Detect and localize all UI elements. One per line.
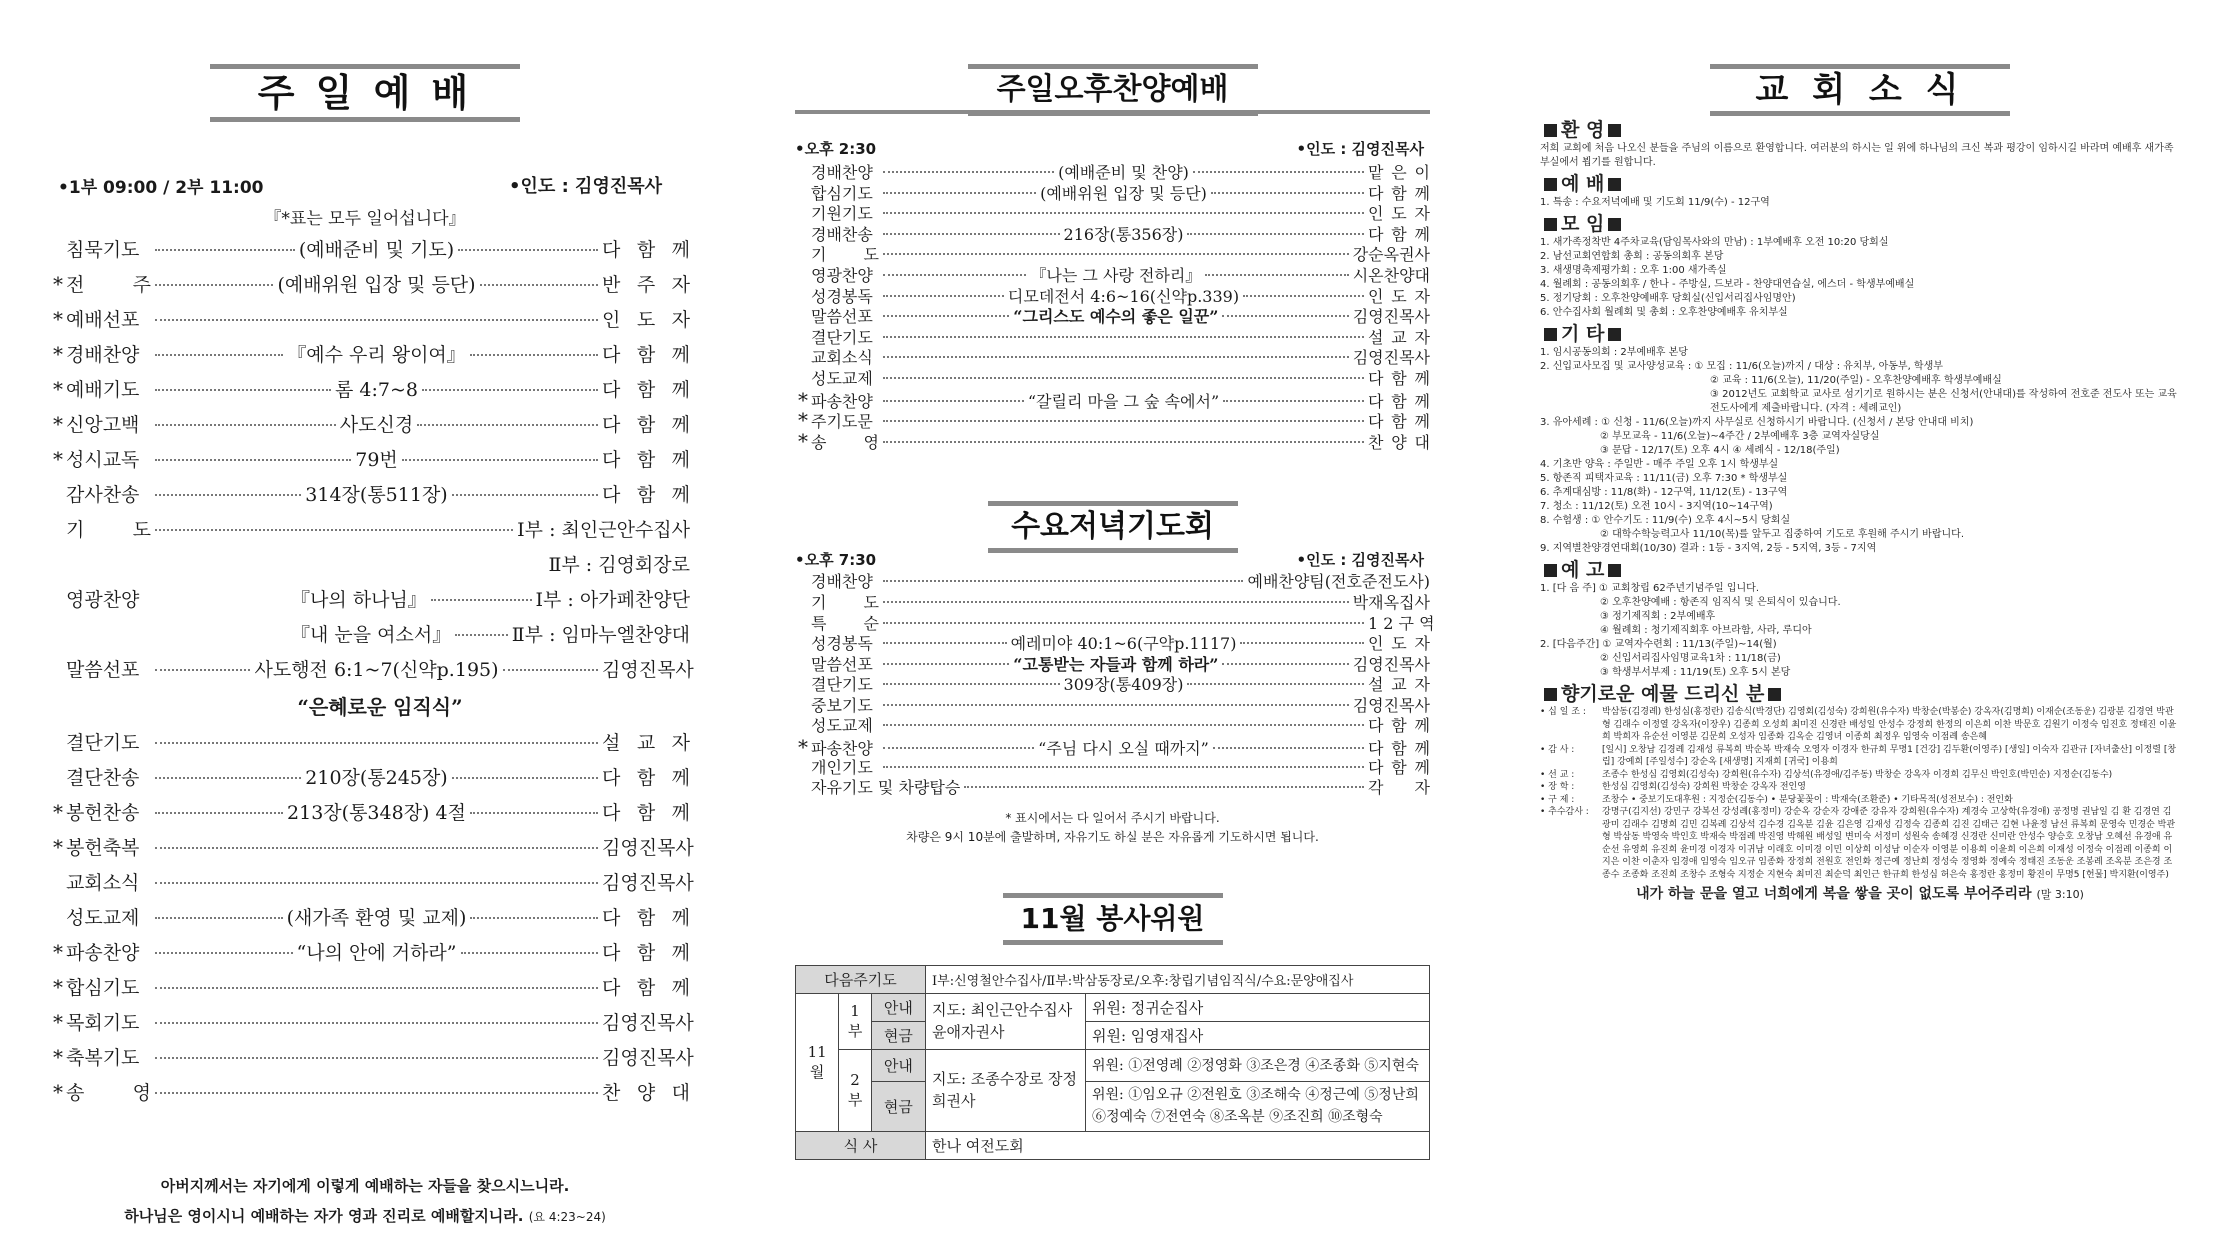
part2-cell: 2부 — [839, 1049, 872, 1131]
wednesday-title: 수요저녁기도회 — [1011, 509, 1214, 545]
bus-note: 차량은 9시 10분에 출발하며, 자유기도 하실 분은 자유롭게 기도하시면 됩니다. — [906, 829, 1319, 844]
order-row: 합심기도 (예배위원 입장 및 등단) 다 함 께 — [811, 183, 1431, 203]
afternoon-order — [795, 163, 1430, 451]
order-row: 성도교제 다 함 께 — [811, 368, 1430, 388]
p2-cash-members: 위원: ①임오규 ②전원호 ③조해숙 ④정근예 ⑤정난희 ⑥정예숙 ⑦전연숙 ⑧조옥분 ⑨조진희 ⑩조형숙 — [1086, 1081, 1430, 1131]
order-row: 교회소식 김영진목사 — [66, 872, 694, 894]
order-row: * 파송찬양 “갈릴리 마을 그 숲 속에서” 다 함 께 — [798, 387, 1431, 412]
afternoon-and-wednesday-column — [795, 0, 1435, 1160]
p2-guide-members: 위원: ①전영례 ②정영화 ③조은경 ④조종화 ⑤지현숙 — [1086, 1049, 1430, 1081]
cash-label-2: 현금 — [871, 1081, 925, 1131]
standing-note: * 표시에서는 다 일어서 주시기 바랍니다. — [1005, 810, 1220, 825]
afternoon-title: 주일오후찬양예배 — [996, 72, 1229, 107]
order-row: 결단기도 309장(통409장) 설 교 자 — [811, 675, 1430, 695]
afternoon-leader: • 인도 : 김영진목사 — [1297, 138, 1424, 159]
list-item: ③ 문답 - 12/17(토) 오후 4시 ④ 세례식 - 12/18(주일) — [1600, 445, 1840, 456]
offering-item: • 감 사 : [일시] 오창남 김경례 김재성 류복희 박순복 박재숙 오영자 이경자 한규희 무명1 [건강] 김두환(이영주) [생일] 이숙자 김관규 [자녀출산] 이정렬 [창립] 강예희 [주일성수] 강순옥 [새생명] 지재희 [귀국] 이용희 — [1540, 744, 2177, 767]
volunteers-title-box — [1003, 893, 1223, 945]
list-item: 3. 새생명축제평가회 : 오후 1:00 새가족실 — [1540, 265, 1727, 276]
order-row: * 성시교독 79번 다 함 께 — [53, 447, 690, 471]
guide-label: 안내 — [871, 993, 925, 1021]
order-row: * 합심기도 다 함 께 — [53, 975, 690, 999]
verse-ref: (말 3:10) — [2036, 888, 2084, 901]
list-item: ② 대학수학능력고사 11/10(목)를 앞두고 집중하여 기도로 후원해 주시기 바랍니다. — [1600, 529, 1964, 540]
part1-cell: 1부 — [839, 993, 872, 1049]
order-row: 개인기도 다 함 께 — [811, 757, 1430, 777]
church-news-title: 교 회 소 식 — [1755, 70, 1965, 110]
list-item: 2. [다음주간] ① 교역자수련회 : 11/13(주일)~14(월) — [1540, 639, 1777, 650]
list-item: ③ 학생부서부제 : 11/19(토) 오후 5시 본당 — [1600, 667, 1791, 678]
wednesday-notes — [795, 809, 1430, 847]
list-item: 5. 항존직 피택자교육 : 11/11(금) 오후 7:30 * 학생부실 — [1540, 473, 1788, 484]
order-row: * 봉헌찬송 213장(통348장) 4절 다 함 께 — [53, 800, 690, 824]
month-cell: 11월 — [796, 993, 839, 1131]
order-row: * 신앙고백 사도신경 다 함 께 — [53, 412, 691, 436]
offering-item: • 장 학 : 한성심 김영회(김성숙) 강희원 박창순 강옥자 전인영 — [1540, 782, 1806, 792]
sermon-title: “은혜로운 임직식” — [297, 695, 463, 719]
order-row: 말씀선포 “고통받는 자들과 함께 하라” 김영진목사 — [811, 654, 1431, 674]
offering-item: • 구 제 : 조창수 • 중보기도대후원 : 지정순(김동수) • 분당꽃꽂이 : 박재숙(조환준) • 기타목적(성전보수) : 전인화 — [1540, 794, 2013, 805]
order-row: 중보기도 김영진목사 — [811, 695, 1430, 715]
order-row: 기 도 강순옥권사 — [811, 245, 1430, 265]
order-row: 교회소식 김영진목사 — [811, 348, 1430, 368]
list-item: 9. 지역별찬양경연대회(10/30) 결과 : 1등 - 3지역, 2등 - 5지역, 3등 - 7지역 — [1540, 543, 1877, 554]
offering-list — [1540, 706, 2180, 881]
order-row: * 송 영 찬 양 대 — [53, 1080, 690, 1104]
order-row: * 봉헌축복 김영진목사 — [53, 835, 694, 859]
list-item: ③ 2012년도 교회학교 교사로 섬기기로 원하시는 분은 신청서(안내대)를 작성하여 전호준 전도사 또는 교육전도사에게 제출바랍니다. (자격 : 세례교인) — [1710, 389, 2177, 414]
preview-heading: 예 고 — [1540, 558, 2180, 582]
order-row: * 파송찬양 “주님 다시 오실 때까지” 다 함 께 — [798, 735, 1431, 760]
list-item: 8. 수험생 : ① 안수기도 : 11/9(수) 오후 4시~5시 당회실 — [1540, 515, 1791, 526]
malachi-verse: 내가 하늘 문을 열고 너희에게 복을 쌓을 곳이 없도록 부어주리라 (말 3:10) — [1636, 886, 2084, 902]
sunday-worship-header — [40, 172, 690, 198]
standing-note: 『*표는 모두 일어섭니다』 — [264, 209, 466, 229]
order-row: 감사찬송 314장(통511장) 다 함 께 — [66, 484, 691, 506]
church-news-column — [1540, 0, 2180, 902]
service-time: • 1부 09:00 / 2부 11:00 — [58, 173, 264, 198]
next-prayer-value: Ⅰ부:신영철안수집사/Ⅱ부:박삼동장로/오후:창립기념임직식/수요:문양애집사 — [926, 965, 1430, 993]
afternoon-time: • 오후 2:30 — [795, 138, 876, 159]
order-row: 자유기도 및 차량탑승 각 자 — [811, 778, 1430, 798]
offering-heading: 향기로운 예물 드리신 분 — [1540, 682, 2180, 706]
order-row: 성경봉독 디모데전서 4:6~16(신약p.339) 인 도 자 — [811, 286, 1430, 306]
worship-text: 1. 특송 : 수요저녁예배 및 기도회 11/9(수) - 12구역 — [1540, 197, 1770, 208]
order-row: 경배찬송 216장(통356장) 다 함 께 — [811, 224, 1430, 244]
list-item: 6. 안수집사회 월례회 및 총회 : 오후찬양예배후 유치부실 — [1540, 307, 1788, 318]
meetings-list — [1540, 236, 2180, 320]
list-item: ② 교육 : 11/6(오늘), 11/20(주일) - 오후찬양예배후 학생부예배실 — [1710, 375, 2002, 386]
church-news — [1540, 118, 2180, 902]
sermon-row: 말씀선포 사도행전 6:1~7(신약p.195) 김영진목사 — [66, 659, 694, 681]
list-item: ③ 정기제직회 : 2부예배후 — [1600, 611, 1716, 622]
order-of-service — [40, 235, 694, 1113]
john-verse — [40, 1171, 690, 1232]
order-row: * 전 주 (예배위원 입장 및 등단) 반 주 자 — [53, 272, 691, 296]
p1-director: 지도: 최인근안수집사 윤애자권사 — [926, 993, 1086, 1049]
wednesday-title-box — [988, 501, 1238, 553]
list-item: ② 오후찬양예배 : 항존직 임직식 및 은퇴식이 있습니다. — [1600, 597, 1841, 608]
sunday-worship-title: 주 일 예 배 — [257, 71, 473, 115]
meetings-heading: 모 임 — [1540, 212, 2180, 236]
order-row: * 목회기도 김영진목사 — [53, 1010, 694, 1034]
service-leader: • 인도 : 김영진목사 — [509, 172, 662, 198]
order-row: 경배찬양 예배찬양팀(전호준전도사) — [811, 572, 1430, 592]
praise-row-2: 『내 눈을 여소서』 Ⅱ부 : 임마누엘찬양대 — [291, 624, 690, 646]
order-row: * 파송찬양 “나의 안에 거하라” 다 함 께 — [53, 940, 691, 964]
p1-cash-members: 위원: 임영재집사 — [1086, 1021, 1430, 1049]
list-item: 3. 유아세례 : ① 신청 - 11/6(오늘)까지 사무실로 신청하시기 바랍니다. (신청서 / 본당 안내대 비치) — [1540, 417, 1974, 428]
sunday-worship-column — [40, 0, 694, 1232]
welcome-heading: 환 영 — [1540, 118, 2180, 142]
meal-label: 식 사 — [796, 1131, 926, 1159]
order-row: 성경봉독 예레미야 40:1~6(구약p.1117) 인 도 자 — [811, 634, 1430, 654]
list-item: 2. 남선교회연합회 총회 : 공동의회후 본당 — [1540, 251, 1724, 262]
list-item: 5. 정기당회 : 오후찬양예배후 당회실(신입서리집사임명안) — [1540, 293, 1796, 304]
list-item: 1. 임시공동의회 : 2부예배후 본당 — [1540, 347, 1688, 358]
order-row: * 축복기도 김영진목사 — [53, 1045, 694, 1069]
order-row: * 송 영 찬 양 대 — [798, 428, 1430, 453]
volunteers-title: 11월 봉사위원 — [1020, 901, 1205, 935]
meal-value: 한나 여전도회 — [926, 1131, 1430, 1159]
etc-heading: 기 타 — [1540, 322, 2180, 346]
church-news-title-box — [1710, 64, 2010, 116]
order-row: 기 도 박재옥집사 — [811, 592, 1430, 612]
list-item: ② 부모교육 - 11/6(오늘)~4주간 / 2부예배후 3층 교역자실당실 — [1600, 431, 1880, 442]
preview-list — [1540, 582, 2180, 680]
guide-label-2: 안내 — [871, 1049, 925, 1081]
order-row: 침묵기도 (예배준비 및 기도) 다 함 께 — [66, 239, 691, 261]
list-item: 6. 추계대심방 : 11/8(화) - 12구역, 11/12(토) - 13구역 — [1540, 487, 1788, 498]
order-row: 성도교제 (새가족 환영 및 교제) 다 함 께 — [66, 907, 690, 929]
list-item: 1. 새가족정착반 4주차교육(담임목사와의 만남) : 1부예배후 오전 10:20 당회실 — [1540, 237, 1889, 248]
prayer-row: 기 도 Ⅰ부 : 최인근안수집사 — [66, 519, 690, 541]
list-item: 1. [다 음 주] ① 교회창립 62주년기념주일 입니다. — [1540, 583, 1760, 594]
list-item: 7. 청소 : 11/12(토) 오전 10시 - 3지역(10~14구역) — [1540, 501, 1773, 512]
order-row: 결단기도 설 교 자 — [811, 327, 1430, 347]
order-row: 결단찬송 210장(통245장) 다 함 께 — [66, 767, 691, 789]
p2-director: 지도: 조종수장로 장정희권사 — [926, 1049, 1086, 1131]
etc-list — [1540, 346, 2180, 556]
offering-item: • 십 일 조 : 박삼동(김경례) 한성심(홍정란) 김송식(박경단) 김영회(김성숙) 강희원(유수자) 박창순(박봉순) 강옥자(김명희) 이재순(조동운) 김광분 김경연 박관형 김래수 이정열 강옥자(이장우) 김종희 오성희 최미진 신경란 배성일 안성수 강정희 한정의 이은희 이찬 박문호 김원기 이정숙 임진호 정태진 이윤희 박희자 유순선 이영분 김문희 오성자 임종화 김옥순 김영녀 이종희 최정우 임영숙 이점례 송은혜 — [1540, 707, 2177, 742]
verse-line-1: 아버지께서는 자기에게 이렇게 예배하는 자들을 찾으시느니라. — [160, 1177, 570, 1195]
offering-item: • 추수감사 : 강명구(김지선) 강민구 강복선 강성례(홍정미) 강순옥 강순자 강애준 강유자 강희원(유수자) 계경숙 고상학(유경애) 공정명 권남일 김 환 김경연 김광미 김래수 김명희 김민 김복례 김상석 김수경 김옥분 김윤 김은영 김재성 김정숙 김종희 김진 김태근 김현 나윤정 남선 류복희 문영숙 민경순 박관형 박삼동 박영숙 박인호 박재숙 박점례 박진영 박해원 배성일 변미숙 서정미 성원숙 송혜경 신경란 신미란 안성수 양승호 오창남 오혜선 유경애 유순선 유영희 유진희 윤미경 이경자 이귀남 이래호 이미경 이민 이상희 이성남 이순자 이영분 이용희 이윤희 이은희 이재성 이정숙 이점례 이종희 이지은 이찬 이춘자 임경애 임영숙 임오규 임종화 장정희 전원호 전인화 정근예 정난희 정성숙 정영화 정예숙 정태진 조동운 조봉례 조옥분 조은경 조종수 조종화 조진희 조창수 조형숙 지정순 지현숙 최미진 최순덕 최인근 한규희 한성심 허은숙 홍정란 홍정미 황진이 무명5 [헌물] 박지환(이영주) — [1540, 807, 2176, 880]
wednesday-time: • 오후 7:30 — [795, 549, 876, 570]
order-row: * 예배선포 인 도 자 — [53, 307, 690, 331]
verse-ref: (요 4:23~24) — [528, 1210, 606, 1224]
p1-guide-members: 위원: 정귀순집사 — [1086, 993, 1430, 1021]
order-row: 결단기도 설 교 자 — [66, 732, 690, 754]
worship-heading: 예 배 — [1540, 172, 2180, 196]
sunday-worship-title-box — [210, 64, 520, 122]
wednesday-leader: • 인도 : 김영진목사 — [1297, 549, 1424, 570]
list-item: 2. 신입교사모집 및 교사양성교육 : ① 모집 : 11/6(오늘)까지 / 대상 : 유치부, 아동부, 학생부 — [1540, 361, 1943, 372]
wednesday-order — [795, 572, 1435, 799]
order-row: 특 순 1 2 구 역 — [811, 613, 1435, 633]
list-item: 4. 월례회 : 공동의회후 / 한나 - 주방실, 드보라 - 찬양대연습실, 에스더 - 학생부예배실 — [1540, 279, 1915, 290]
afternoon-subhead — [795, 138, 1430, 159]
list-item: ② 신입서리집사임명교육1차 : 11/18(금) — [1600, 653, 1781, 664]
afternoon-title-box — [968, 64, 1258, 116]
order-row: 기원기도 인 도 자 — [811, 204, 1430, 224]
prayer-row-2: Ⅱ부 : 김영회장로 — [548, 554, 690, 576]
volunteers-table — [795, 965, 1430, 1160]
order-row: 말씀선포 “그리스도 예수의 좋은 일꾼” 김영진목사 — [811, 307, 1431, 327]
verse-line-2: 하나님은 영이시니 예배하는 자가 영과 진리로 예배할지니라. (요 4:23~24) — [124, 1207, 606, 1225]
praise-row: 영광찬양 『나의 하나님』 Ⅰ부 : 아가페찬양단 — [66, 589, 690, 611]
order-row: 영광찬양 『나는 그 사랑 전하리』 시온찬양대 — [811, 265, 1430, 285]
order-row: 경배찬양 (예배준비 및 찬양) 맡 은 이 — [811, 163, 1431, 182]
list-item: ④ 월례회 : 청기제직회후 아브라함, 사라, 루디아 — [1600, 625, 1812, 636]
offering-item: • 선 교 : 조종수 한성심 김영회(김성숙) 강희원(유수자) 김상석(유경애/김주동) 박창순 강옥자 이경희 김무신 박인호(박민순) 지정순(김동수) — [1540, 769, 2113, 780]
cash-label: 현금 — [871, 1021, 925, 1049]
order-row: * 예배기도 롬 4:7~8 다 함 께 — [53, 377, 691, 401]
order-row: 성도교제 다 함 께 — [811, 716, 1430, 736]
list-item: 4. 기초반 양육 : 주일반 - 매주 주일 오후 1시 학생부실 — [1540, 459, 1779, 470]
welcome-text: 저희 교회에 처음 나오신 분들을 주님의 이름으로 환영합니다. 여러분의 하시는 일 위에 하나님의 크신 복과 평강이 임하시길 바라며 예배후 새가족부실에서 뵙기를 원합니다. — [1540, 143, 2174, 168]
next-prayer-label: 다음주기도 — [796, 965, 926, 993]
order-row: * 경배찬양 『예수 우리 왕이여』 다 함 께 — [53, 342, 690, 366]
order-row: * 주기도문 다 함 께 — [798, 408, 1430, 433]
